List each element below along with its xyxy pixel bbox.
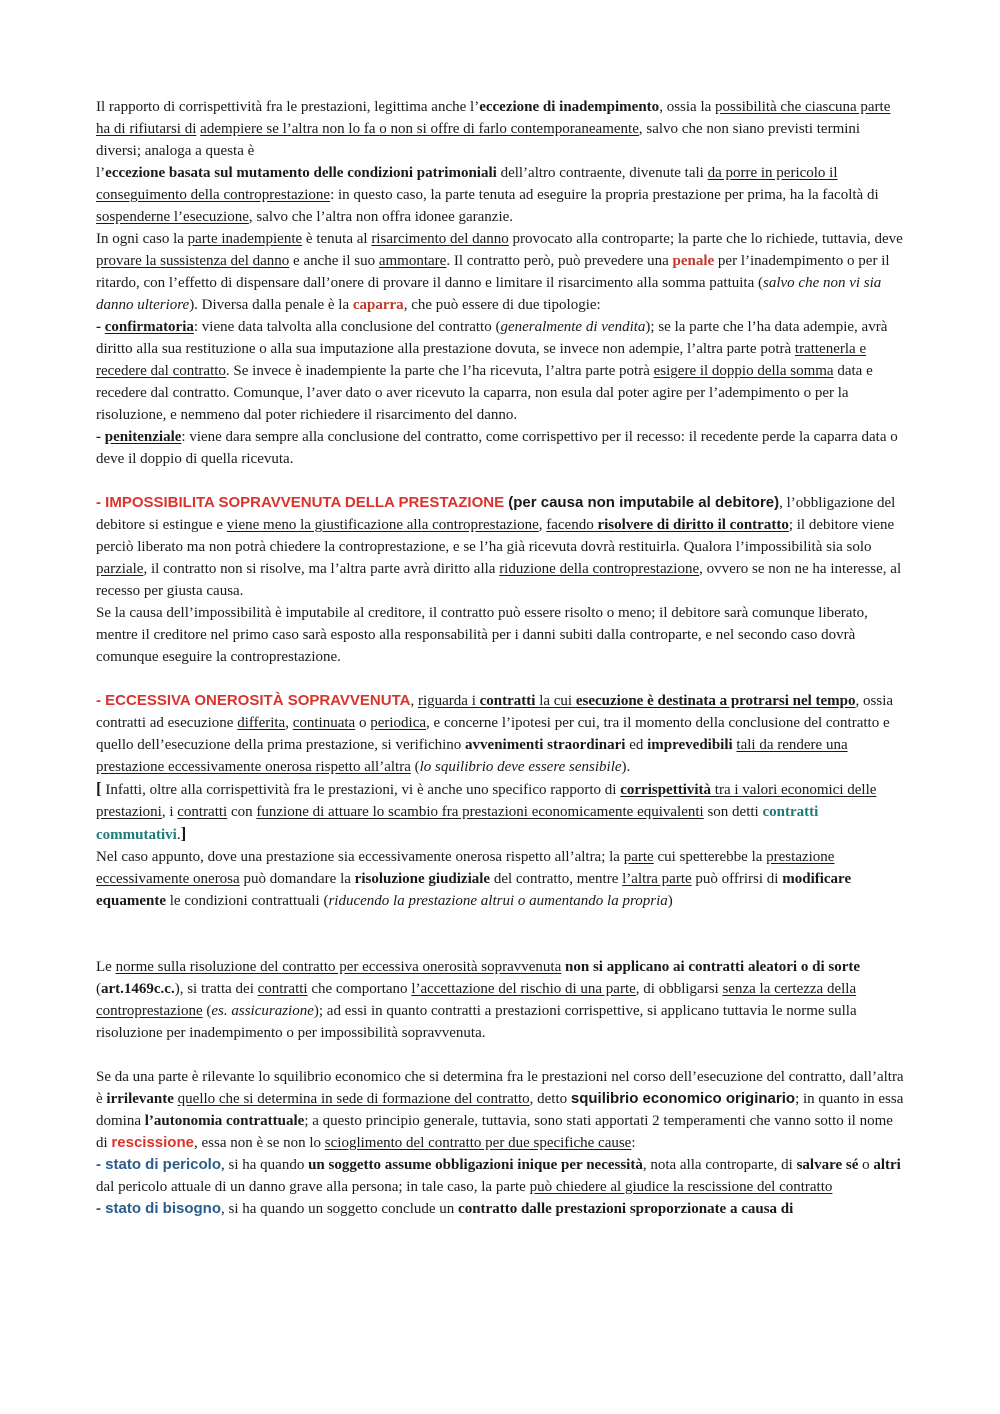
term-risoluzione-giudiziale: risoluzione giudiziale [354, 871, 491, 887]
underlined-phrase: parziale [96, 561, 144, 577]
text-run: , [538, 517, 547, 533]
text-run: , essa non è se non lo [193, 1135, 325, 1151]
text-run: ), si tratta dei [174, 981, 258, 997]
term-squilibrio-originario: squilibrio economico originario [570, 1090, 796, 1107]
term-irrilevante: irrilevante [106, 1091, 174, 1107]
text-run: , l’obbligazione del debitore si estingue e [96, 495, 896, 533]
text-run: Se la causa dell’impossibilità è imputabile al creditore, il contratto può essere risolto o meno; il debitore sarà comunque liberato, mentre il creditore nel primo caso sarà esposto alla responsabilità per i danni subiti dalla controparte, e nel secondo caso dovrà comunque eseguire la controprestazione. [96, 605, 868, 665]
bold-phrase: altri [873, 1157, 901, 1173]
text-run: dell’altro contraente, divenute tali [496, 165, 708, 181]
text-run: ; a questo principio generale, tuttavia, sono stati apportati 2 temperamenti che vanno sotto il nome di [96, 1113, 893, 1151]
text-run: Se da una parte è rilevante lo squilibrio economico che si determina fra le prestazioni nel corso dell’esecuzione del contratto, dall’altra è [96, 1069, 904, 1107]
text-run: ) [667, 893, 673, 909]
underlined-phrase: funzione di attuare lo scambio fra prestazioni economicamente equivalenti [256, 804, 704, 820]
list-dash: - [96, 429, 105, 445]
paragraph-risoluzione-giudiziale [96, 846, 908, 912]
term-autonomia-contrattuale: l’autonomia contrattuale [144, 1113, 305, 1129]
text-run: Le [96, 959, 116, 975]
paragraph-eccezione-inadempimento [96, 96, 908, 228]
underlined-phrase: la cui [535, 693, 576, 709]
text-run: : [631, 1135, 636, 1151]
list-item-stato-di-bisogno [96, 1198, 908, 1220]
text-run: : in questo caso, la parte tenuta ad eseguire la propria prestazione per prima, ha la facoltà di [330, 187, 879, 203]
term-caparra: caparra [352, 297, 404, 313]
underlined-phrase: l’altra parte [622, 871, 692, 887]
list-item-penitenziale [96, 426, 908, 470]
term-penitenziale: penitenziale [104, 429, 182, 445]
underlined-phrase: viene meno la giustificazione alla controprestazione [226, 517, 539, 533]
term-contratti: contratti [479, 693, 536, 709]
italic-phrase: es. assicurazione [211, 1003, 314, 1019]
underlined-phrase: contratti [257, 981, 308, 997]
text-run: , ossia contratti ad esecuzione [96, 693, 894, 731]
text-run: o [858, 1157, 874, 1173]
term-corrispettivita: corrispettività [620, 782, 712, 798]
term-avvenimenti-straordinari: avvenimenti straordinari [465, 737, 626, 753]
text-run: per l’inadempimento o per il ritardo, con l’effetto di dispensare dall’onere di provare il danno e limitare il risarcimento alla somma pattuita ( [96, 253, 890, 291]
underlined-phrase: norme sulla risoluzione del contratto per eccessiva onerosità sopravvenuta [115, 959, 562, 975]
term-imprevedibili: imprevedibili [647, 737, 733, 753]
underlined-phrase: quello che si determina in sede di formazione del contratto [177, 1091, 530, 1107]
term-penale: penale [672, 253, 715, 269]
term-modificare-equamente: modificare equamente [96, 871, 852, 909]
underlined-phrase: adempiere se l’altra non lo fa o non si offre di farlo contemporaneamente [200, 121, 639, 137]
text-run: ( [410, 759, 420, 775]
text-run: ). Diversa dalla penale è la [189, 297, 353, 313]
text-run: , salvo che non siano previsti termini diversi; analoga a questa è [96, 121, 861, 159]
text-run: cui spetterebbe la [653, 849, 767, 865]
underlined-phrase: può chiedere al giudice la rescissione del contratto [529, 1179, 833, 1195]
paragraph-risarcimento [96, 228, 908, 316]
text-run: può offrirsi di [691, 871, 783, 887]
text-run: ed [625, 737, 648, 753]
underlined-phrase: sospenderne l’esecuzione [96, 209, 249, 225]
text-run: e anche il suo [289, 253, 379, 269]
text-run: . Il contratto però, può prevedere una [446, 253, 673, 269]
underlined-phrase: periodica [370, 715, 427, 731]
text-run: , di obbligarsi [635, 981, 723, 997]
underlined-phrase: differita [237, 715, 286, 731]
text-run: : viene dara sempre alla conclusione del contratto, come corrispettivo per il recesso: il recedente perde la caparra data o deve il doppio di quella ricevuta. [96, 429, 898, 467]
paragraph-rescissione [96, 1066, 908, 1154]
spacer [96, 470, 908, 492]
text-run: . Se invece è inadempiente la parte che l’ha ricevuta, l’altra parte potrà [225, 363, 654, 379]
text-run: Infatti, oltre alla corrispettività fra le prestazioni, vi è anche uno specifico rapporto di [101, 782, 621, 798]
text-run: , i [161, 804, 178, 820]
spacer [96, 912, 908, 956]
text-run: In ogni caso la [96, 231, 188, 247]
law-reference: art.1469c.c. [101, 981, 175, 997]
underlined-phrase: provare la sussistenza del danno [96, 253, 290, 269]
text-run: data e recedere dal contratto. Comunque, l’aver dato o aver ricevuto la caparra, non esula dal poter agire per l’adempimento o per la risoluzione, e nemmeno dal poter richiedere il risarcimento del danno. [96, 363, 873, 423]
text-run: Nel caso appunto, dove una prestazione sia eccessivamente onerosa rispetto all’altra; la [96, 849, 624, 865]
underlined-phrase: parte [623, 849, 654, 865]
text-run: , si ha quando un soggetto conclude un [221, 1201, 459, 1217]
paragraph-contratti-aleatori [96, 956, 908, 1044]
paragraph-contratti-commutativi [96, 778, 908, 846]
section-impossibilita-sopravvenuta [96, 492, 908, 602]
text-run: provocato alla controparte; la parte che lo richiede, tuttavia, deve [508, 231, 903, 247]
text-run: , il contratto non si risolve, ma l’altra parte avrà diritto alla [143, 561, 500, 577]
bold-phrase: contratto dalle prestazioni sproporzionate a causa di [458, 1201, 794, 1217]
term-contratti-aleatori: non si applicano ai contratti aleatori o di sorte [565, 959, 861, 975]
document-page [96, 96, 908, 1220]
section-heading-onerosita: - ECCESSIVA ONEROSITÀ SOPRAVVENUTA [96, 692, 411, 709]
underlined-phrase: tra i valori economici delle prestazioni [96, 782, 877, 820]
underlined-phrase: facendo [546, 517, 598, 533]
text-run: ; in quanto in essa domina [96, 1091, 904, 1129]
text-run: , ossia la [659, 99, 716, 115]
bold-phrase: un soggetto assume obbligazioni inique per necessità [308, 1157, 643, 1173]
term-stato-di-bisogno: - stato di bisogno [96, 1200, 221, 1217]
underlined-phrase: trattenerla e recedere dal contratto [96, 341, 867, 379]
underlined-phrase: ammontare [378, 253, 447, 269]
underlined-phrase: tali da rendere una prestazione eccessivamente onerosa rispetto all’altra [96, 737, 848, 775]
underlined-phrase: da porre in pericolo il conseguimento della controprestazione [96, 165, 838, 203]
underlined-phrase: possibilità che ciascuna parte ha di rifiutarsi di [96, 99, 891, 137]
term-confirmatoria: confirmatoria [104, 319, 194, 335]
text-run: ). [621, 759, 631, 775]
underlined-phrase: contratti [177, 804, 228, 820]
text-run: ; il debitore viene perciò liberato ma non potrà chiedere la controprestazione, e se l’ha già ricevuta dovrà restituirla. Qualora l’impossibilità sia solo [96, 517, 895, 555]
text-run: , [285, 715, 293, 731]
term-esecuzione-protratta: esecuzione è destinata a protrarsi nel tempo [575, 693, 856, 709]
section-heading-impossibilita: - IMPOSSIBILITA SOPRAVVENUTA DELLA PRESTAZIONE [96, 494, 505, 511]
text-run: ( [202, 1003, 212, 1019]
text-run: , [410, 693, 418, 709]
italic-phrase: generalmente di vendita [500, 319, 646, 335]
text-run: , si ha quando [221, 1157, 309, 1173]
text-run: è tenuta al [302, 231, 372, 247]
term-contratti-commutativi: contratti commutativi [96, 804, 819, 843]
underlined-phrase: senza la certezza della controprestazione [96, 981, 857, 1019]
text-run: che comportano [307, 981, 412, 997]
term-eccezione-inadempimento: eccezione di inadempimento [479, 99, 660, 115]
underlined-phrase: riduzione della controprestazione [499, 561, 700, 577]
text-run: Il rapporto di corrispettività fra le prestazioni, legittima anche l’ [96, 99, 480, 115]
open-bracket: [ [96, 779, 102, 798]
text-run: l’ [96, 165, 106, 181]
italic-phrase: salvo che non vi sia danno ulteriore [96, 275, 882, 313]
text-run: , salvo che l’altra non offra idonee garanzie. [248, 209, 514, 225]
underlined-phrase: esigere il doppio della somma [653, 363, 834, 379]
text-run: , che può essere di due tipologie: [403, 297, 601, 313]
heading-qualifier: (per causa non imputabile al debitore) [504, 494, 780, 511]
paragraph-causa-imputabile [96, 602, 908, 668]
text-run: ); ad essi in quanto contratti a prestazioni corrispettive, si applicano tuttavia le norme sulla risoluzione per inadempimento o per impossibilità sopravvenuta. [96, 1003, 857, 1041]
list-item-confirmatoria [96, 316, 908, 426]
text-run: , e concerne l’ipotesi per cui, tra il momento della conclusione del contratto e quello dell’esecuzione della prima prestazione, si verifichino [96, 715, 890, 753]
underlined-phrase: riguarda i [417, 693, 480, 709]
text-run: : viene data talvolta alla conclusione del contratto ( [193, 319, 501, 335]
section-eccessiva-onerosita [96, 690, 908, 778]
text-run: o [355, 715, 371, 731]
bold-phrase: salvare sé [796, 1157, 859, 1173]
list-dash: - [96, 319, 105, 335]
underlined-phrase: prestazione eccessivamente onerosa [96, 849, 835, 887]
text-run: , nota alla controparte, di [642, 1157, 797, 1173]
underlined-phrase: risarcimento del danno [371, 231, 509, 247]
text-run: può domandare la [239, 871, 355, 887]
text-run: dal pericolo attuale di un danno grave alla persona; in tale caso, la parte [96, 1179, 530, 1195]
text-run: ( [96, 981, 101, 997]
underlined-phrase: scioglimento del contratto per due specifiche cause [324, 1135, 632, 1151]
spacer [96, 1044, 908, 1066]
italic-phrase: lo squilibrio deve essere sensibile [419, 759, 622, 775]
term-stato-di-pericolo: - stato di pericolo [96, 1156, 222, 1173]
term-eccezione-mutamento: eccezione basata sul mutamento delle condizioni patrimoniali [105, 165, 497, 181]
term-risolvere-di-diritto: risolvere di diritto il contratto [597, 517, 789, 533]
underlined-phrase: l’accettazione del rischio di una parte [411, 981, 636, 997]
close-bracket: ] [180, 824, 187, 843]
text-run: le condizioni contrattuali ( [166, 893, 329, 909]
text-run: . [176, 827, 181, 843]
text-run: del contratto, mentre [490, 871, 623, 887]
text-run: con [227, 804, 257, 820]
spacer [96, 668, 908, 690]
italic-phrase: riducendo la prestazione altrui o aumentando la propria [328, 893, 668, 909]
text-run: son detti [703, 804, 763, 820]
underlined-phrase: parte inadempiente [187, 231, 303, 247]
list-item-stato-di-pericolo [96, 1154, 908, 1198]
text-run: , ovvero se non ne ha interesse, al recesso per giusta causa. [96, 561, 902, 599]
underlined-phrase: continuata [292, 715, 356, 731]
text-run: , detto [529, 1091, 571, 1107]
text-run: ); se la parte che l’ha data adempie, avrà diritto alla sua restituzione o alla sua imputazione alla prestazione dovuta, se invece non adempie, l’altra parte potrà [96, 319, 888, 357]
term-rescissione: rescissione [111, 1134, 194, 1151]
